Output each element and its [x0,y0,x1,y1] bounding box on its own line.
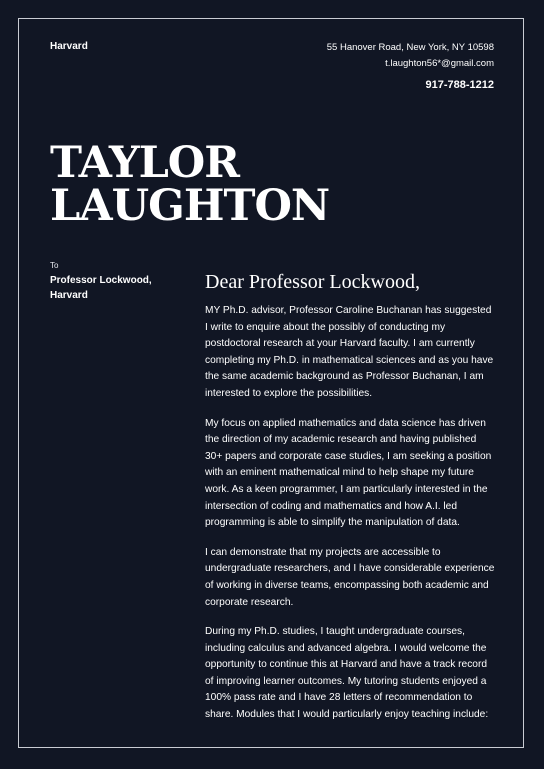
paragraph: MY Ph.D. advisor, Professor Caroline Buchanan has suggested I write to enquire about the possibly of conducting my postdoctoral research at your Harvard faculty. I am currently completing my Ph.D. in mathematical sciences and as you have the same academic background as Professor Buchanan, I am interested to explore the possibilities. [205,305,494,399]
contact-block [327,40,494,93]
address: 55 Hanover Road, New York, NY 10598 [326,42,494,53]
first-name: TAYLOR [50,138,239,188]
recipient-name: Professor Lockwood, [50,275,152,286]
organization-name: Harvard [50,41,88,52]
paragraph: I can demonstrate that my projects are accessible to undergraduate researchers, and I have considerable experience of working in diverse teams, encompassing both academic and corporate research. [205,546,495,608]
to-label: To [50,261,59,270]
salutation: Dear Professor Lockwood, [205,271,420,293]
last-name: LAUGHTON [50,181,330,231]
applicant-name [50,138,330,231]
phone-number: 917-788-1212 [425,79,494,91]
email: t.laughton56*@gmail.com [385,58,494,69]
recipient-block [50,273,180,303]
letter-body [205,268,495,737]
paragraph: My focus on applied mathematics and data science has driven the direction of my academic research and having published 30+ papers and corporate case studies, I am seeking a position with an eminent mathematical mind to help shape my future work. As a keen programmer, I am particularly interested in the intersection of coding and mathematics and how A.I. led programming is able to simplify the manipulation of data. [205,417,492,529]
paragraph: During my Ph.D. studies, I taught undergraduate courses, including calculus and advanced algebra. I would welcome the opportunity to continue this at Harvard and have a track record of improving learner outcomes. My tutoring students enjoyed a 100% pass rate and I have 28 letters of recommendation to share. Modules that I would particularly enjoy teaching include: [205,626,489,721]
recipient-institution: Harvard [50,290,88,301]
